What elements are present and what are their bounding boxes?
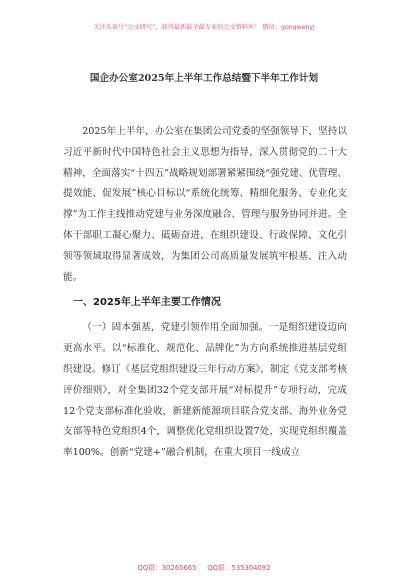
document-title: 国企办公室2025年上半年工作总结暨下半年工作计划 xyxy=(89,73,319,84)
section-heading: 一、2025年上半年主要工作情况 xyxy=(73,297,221,309)
section-paragraph: （一）固本强基，党建引领作用全面加强。一是组织建设迈向更高水平。以“标准化、规范化、品牌化”为方向系统推进基层党组织建设。修订《基层党组织建设三年行动方案》，制定《党支部考核评价细则》，对全集团32个党支部开展“对标提升”专项行动，完成12个党支部标准化验收，新建新能源项目联合党支部、海外业务党支部等特色党组织4个，调整优化党组织设置7处，实现党组织覆盖率100%。创新“党建+”融合机制，在重大项目一线成立 xyxy=(63,322,347,459)
promo-banner: 关注头条号“公文研究”，获得最新最全最专业的公文资料库！ 微信：gongwenyj xyxy=(93,24,315,31)
footer-qq-groups: QQ群：30265665 QQ群：535304092 xyxy=(137,564,271,572)
document-body xyxy=(63,122,347,464)
intro-paragraph: 2025年上半年，办公室在集团公司党委的坚强领导下，坚持以习近平新时代中国特色社会主义思想为指导，深入贯彻党的二十大精神，全面落实“十四五”战略规划部署紧紧围绕“强党建、优管理、提效能、促发展”核心目标以“系统化统筹、精细化服务、专业化支撑”为工作主线推动党建与业务深度融合、管理与服务协同并进。全体干部职工凝心聚力、砥砺奋进，在组织建设、行政保障、文化引领等领域取得显著成效，为集团公司高质量发展筑牢根基、注入动能。 xyxy=(63,126,347,283)
